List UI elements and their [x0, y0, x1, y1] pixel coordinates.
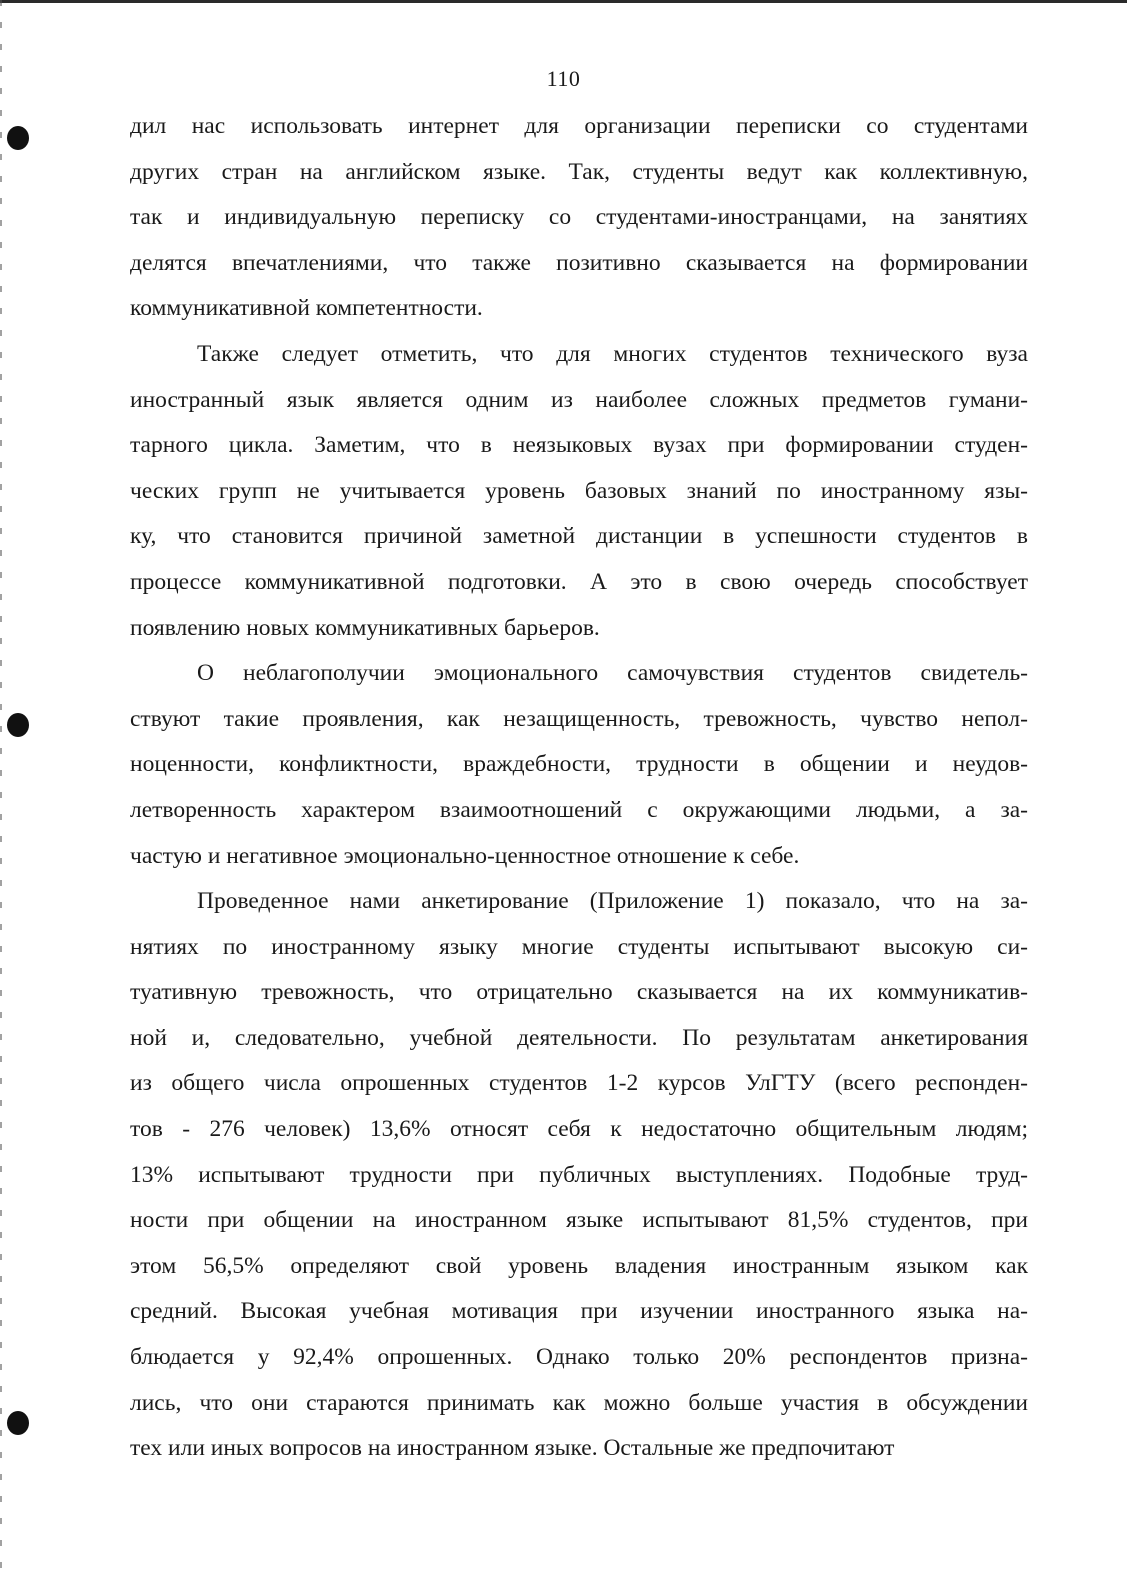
paragraph: [130, 104, 1028, 332]
body-text: [130, 104, 1028, 1472]
text-line: ной и, следовательно, учебной деятельности. По результатам анкетирования: [130, 1024, 1028, 1051]
text-line: 13% испытывают трудности при публичных выступлениях. Подобные труд-: [130, 1161, 1028, 1188]
text-line: этом 56,5% определяют свой уровень владения иностранным языком как: [130, 1252, 1028, 1279]
punch-hole-icon: [7, 126, 29, 150]
text-line: тарного цикла. Заметим, что в неязыковых вузах при формировании студен-: [130, 432, 1028, 459]
text-line: ку, что становится причиной заметной дистанции в успешности студентов в: [130, 523, 1028, 550]
text-line: ствуют такие проявления, как незащищенность, тревожность, чувство непол-: [130, 705, 1028, 732]
text-line: Также следует отметить, что для многих студентов технического вуза: [197, 340, 1028, 367]
text-line: Проведенное нами анкетирование (Приложение 1) показало, что на за-: [197, 888, 1028, 915]
page-number: 110: [546, 66, 581, 91]
text-line: процессе коммуникативной подготовки. А это в свою очередь способствует: [130, 568, 1028, 595]
punch-hole-icon: [7, 1411, 29, 1435]
text-line: нятиях по иностранному языку многие студенты испытывают высокую си-: [130, 933, 1028, 960]
paragraph: [130, 879, 1028, 1472]
text-line: летворенность характером взаимоотношений с окружающими людьми, а за-: [130, 796, 1028, 823]
punch-hole-icon: [7, 713, 29, 737]
text-line: ности при общении на иностранном языке испытывают 81,5% студентов, при: [130, 1207, 1028, 1234]
text-line: блюдается у 92,4% опрошенных. Однако только 20% респондентов призна-: [130, 1344, 1028, 1371]
text-line: иностранный язык является одним из наиболее сложных предметов гумани-: [130, 386, 1028, 413]
text-line: из общего числа опрошенных студентов 1-2 курсов УлГТУ (всего респонден-: [130, 1070, 1028, 1097]
text-line: коммуникативной компетентности.: [130, 295, 483, 322]
paragraph: [130, 651, 1028, 879]
text-line: тов - 276 человек) 13,6% относят себя к недостаточно общительным людям;: [130, 1116, 1028, 1143]
text-line: частую и негативное эмоционально-ценностное отношение к себе.: [130, 842, 800, 869]
scan-top-edge: [0, 0, 1127, 3]
text-line: тех или иных вопросов на иностранном языке. Остальные же предпочитают: [130, 1435, 895, 1462]
text-line: других стран на английском языке. Так, студенты ведут как коллективную,: [130, 158, 1028, 185]
text-line: дил нас использовать интернет для организации переписки со студентами: [130, 113, 1028, 139]
text-line: средний. Высокая учебная мотивация при изучении иностранного языка на-: [130, 1298, 1028, 1325]
paragraph: [130, 332, 1028, 651]
text-line: появлению новых коммуникативных барьеров.: [130, 614, 600, 641]
scan-left-edge: [0, 0, 2, 1584]
text-line: делятся впечатлениями, что также позитивно сказывается на формировании: [130, 249, 1028, 276]
text-line: ноценности, конфликтности, враждебности, трудности в общении и неудов-: [130, 751, 1028, 778]
text-line: лись, что они стараются принимать как можно больше участия в обсуждении: [130, 1389, 1028, 1416]
text-line: О неблагополучии эмоционального самочувствия студентов свидетель-: [197, 660, 1028, 687]
text-line: туативную тревожность, что отрицательно сказывается на их коммуникатив-: [130, 979, 1028, 1006]
text-line: так и индивидуальную переписку со студентами-иностранцами, на занятиях: [130, 204, 1028, 231]
text-line: ческих групп не учитывается уровень базовых знаний по иностранному язы-: [130, 477, 1028, 504]
